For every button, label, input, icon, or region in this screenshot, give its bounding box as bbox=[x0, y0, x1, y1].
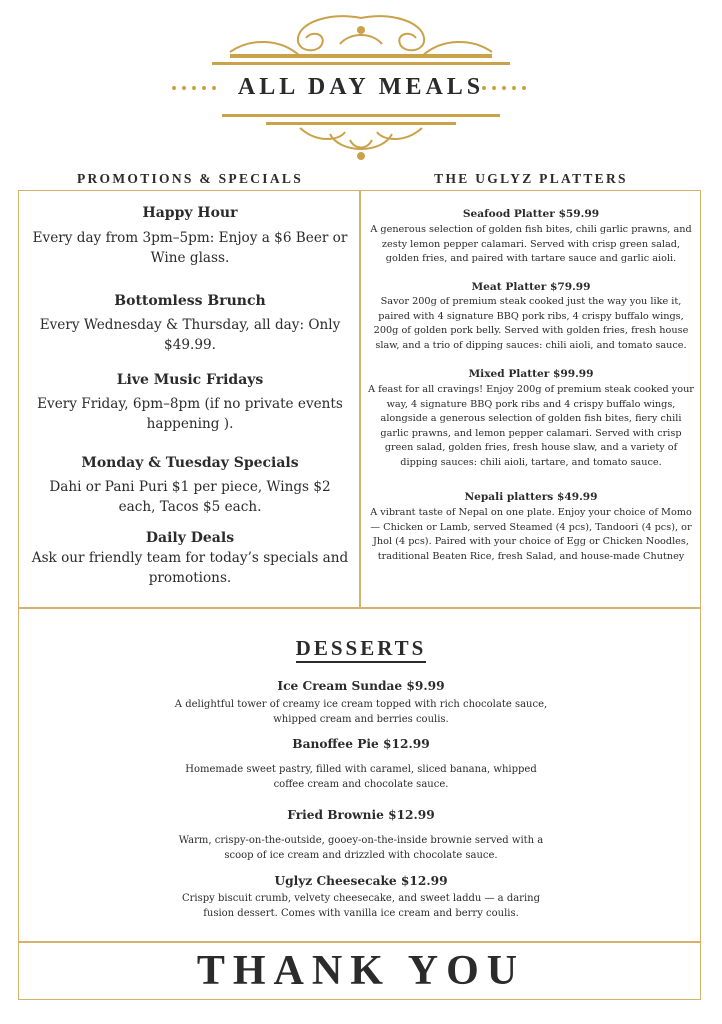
platter-item bbox=[366, 368, 696, 471]
section-divider-bottom bbox=[18, 941, 701, 943]
dessert-title: Banoffee Pie $12.99 bbox=[292, 737, 430, 751]
bottom-flourish-ornament bbox=[0, 110, 722, 164]
dessert-title: Ice Cream Sundae $9.99 bbox=[277, 679, 445, 693]
dessert-item bbox=[0, 737, 722, 792]
dessert-title: Fried Brownie $12.99 bbox=[287, 808, 435, 822]
platter-title: Seafood Platter $59.99 bbox=[462, 208, 600, 220]
promo-item bbox=[30, 455, 350, 517]
promo-item bbox=[30, 530, 350, 588]
promo-item bbox=[30, 293, 350, 355]
platter-title: Meat Platter $79.99 bbox=[471, 281, 591, 293]
platter-item bbox=[366, 208, 696, 267]
promo-title: Bottomless Brunch bbox=[114, 293, 266, 309]
promo-item bbox=[30, 205, 350, 268]
promo-item bbox=[30, 372, 350, 434]
platter-text: Savor 200g of premium steak cooked just the way you like it, paired with 4 signature BBQ pork ribs, 4 crispy buffalo wings, 200g of golden pork belly. Served with golden fries, fresh house slaw, and a trio of dipping sauces: chili aioli, and tomato sauce. bbox=[373, 296, 689, 351]
platter-title: Mixed Platter $99.99 bbox=[468, 368, 594, 380]
platter-item bbox=[366, 491, 696, 564]
promo-title: Happy Hour bbox=[142, 205, 238, 221]
section-divider-top bbox=[18, 607, 701, 609]
column-divider bbox=[359, 190, 361, 608]
dessert-item bbox=[0, 874, 722, 921]
dessert-text: A delightful tower of creamy ice cream topped with rich chocolate sauce, whipped cream and berries coulis. bbox=[174, 699, 548, 725]
dessert-text: Warm, crispy-on-the-outside, gooey-on-the-inside brownie served with a scoop of ice cream and drizzled with chocolate sauce. bbox=[178, 835, 544, 861]
platter-text: A generous selection of golden fish bites, chili garlic prawns, and zesty lemon pepper calamari. Served with crisp green salad, golden fries, and paired with tartare sauce and garlic aioli. bbox=[370, 224, 692, 265]
platter-text: A feast for all cravings! Enjoy 200g of premium steak cooked your way, 4 signature BBQ pork ribs and 4 crispy buffalo wings, alongside a generous selection of golden fish bites, fiery chili garlic prawns, and lemon pepper calamari. Served with crisp green salad, golden fries, fresh house slaw, and a variety of dipping sauces: chili aioli, tartare, and tomato sauce. bbox=[368, 384, 694, 468]
dessert-item bbox=[0, 679, 722, 727]
platters-heading: THE UGLYZ PLATTERS bbox=[434, 171, 628, 186]
promo-title: Live Music Fridays bbox=[116, 372, 264, 388]
page-title: ALL DAY MEALS bbox=[237, 74, 485, 100]
promo-text: Every day from 3pm–5pm: Enjoy a $6 Beer or Wine glass. bbox=[32, 230, 348, 266]
promo-text: Ask our friendly team for today’s specials and promotions. bbox=[31, 550, 349, 586]
platter-item bbox=[366, 281, 696, 353]
top-flourish-ornament bbox=[0, 8, 722, 72]
promo-text: Every Friday, 6pm–8pm (if no private events happening ). bbox=[37, 396, 343, 432]
promo-title: Monday & Tuesday Specials bbox=[81, 455, 299, 471]
promo-text: Dahi or Pani Puri $1 per piece, Wings $2 each, Tacos $5 each. bbox=[49, 479, 331, 515]
desserts-heading: DESSERTS bbox=[0, 636, 722, 661]
promo-text: Every Wednesday & Thursday, all day: Only $49.99. bbox=[39, 317, 341, 353]
dessert-text: Homemade sweet pastry, filled with caramel, sliced banana, whipped coffee cream and chocolate sauce. bbox=[185, 764, 537, 790]
thank-you-text: THANK YOU bbox=[196, 948, 526, 994]
promotions-heading: PROMOTIONS & SPECIALS bbox=[76, 171, 304, 186]
dessert-item bbox=[0, 808, 722, 863]
dessert-text: Crispy biscuit crumb, velvety cheesecake, and sweet laddu — a daring fusion dessert. Comes with vanilla ice cream and berry coulis. bbox=[181, 893, 541, 919]
dessert-title: Uglyz Cheesecake $12.99 bbox=[274, 874, 448, 888]
promo-title: Daily Deals bbox=[145, 530, 235, 546]
platter-text: A vibrant taste of Nepal on one plate. Enjoy your choice of Momo — Chicken or Lamb, served Steamed (4 pcs), Tandoori (4 pcs), or Jhol (4 pcs). Paired with your choice of Egg or Chicken Noodles, traditional Beaten Rice, fresh Salad, and house-made Chutney bbox=[370, 507, 692, 562]
platter-title: Nepali platters $49.99 bbox=[464, 491, 598, 503]
